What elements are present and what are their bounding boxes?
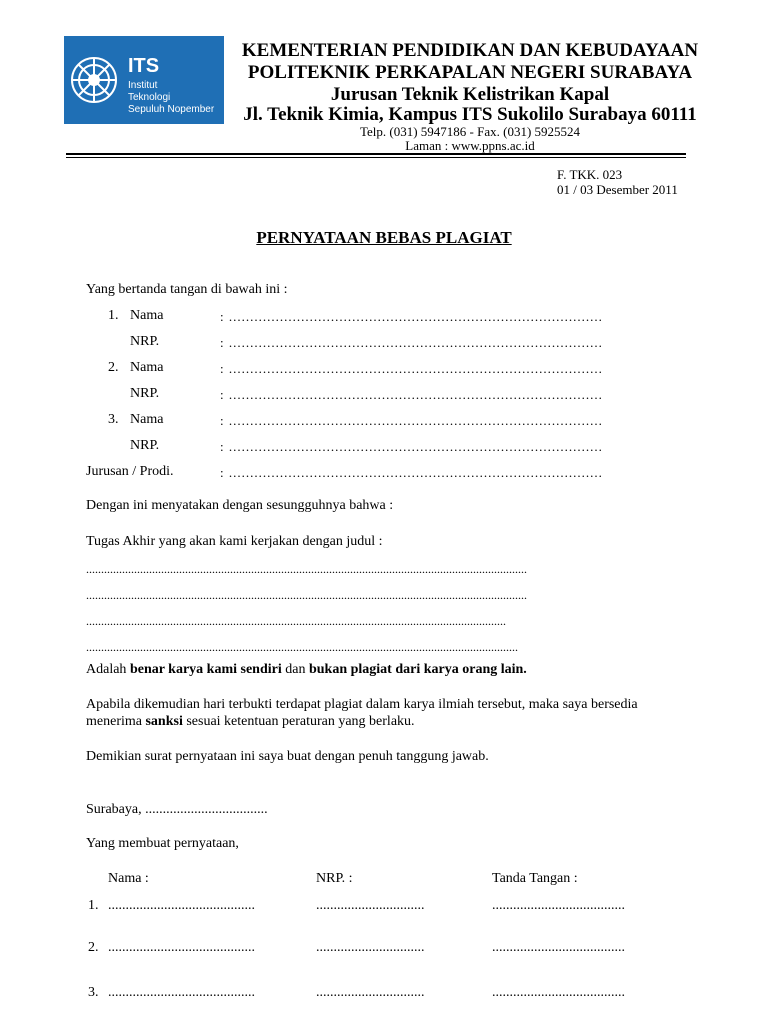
member-1-number: 1. (108, 308, 119, 323)
closing-text: Demikian surat pernyataan ini saya buat dengan penuh tanggung jawab. (86, 749, 489, 764)
member-3-nrp-field[interactable]: : ........................................................................................ (220, 439, 603, 454)
logo-line-3: Sepuluh Nopember (128, 104, 215, 115)
row-2-number: 2. (88, 940, 99, 955)
header-name: Nama : (108, 871, 149, 886)
polytechnic-name: POLITEKNIK PERKAPALAN NEGERI SURABAYA (247, 62, 693, 83)
made-by-label: Yang membuat pernyataan, (86, 836, 239, 851)
member-2-nrp-label: NRP. (130, 386, 160, 401)
prodi-field[interactable]: : ........................................................................................ (220, 465, 603, 480)
logo-line-2: Teknologi (128, 92, 171, 103)
declaration-bold-2: bukan plagiat dari karya orang lain. (308, 662, 527, 677)
member-1-name-label: Nama (130, 308, 164, 323)
member-2-number: 2. (108, 360, 119, 375)
member-3-name-field[interactable]: : ........................................................................................ (220, 413, 603, 428)
sanction-suffix: sesuai ketentuan peraturan yang berlaku. (182, 714, 415, 729)
thesis-title-line-1[interactable]: ................................................................................................................................................... (86, 562, 527, 576)
thesis-title-line-2[interactable]: ................................................................................................................................................... (86, 588, 527, 602)
logo-its-text: ITS (128, 55, 160, 77)
row-3-nrp[interactable]: ............................... (316, 985, 425, 1000)
its-logo (64, 36, 224, 124)
website: Laman : www.ppns.ac.id (405, 138, 535, 153)
document-title: PERNYATAAN BEBAS PLAGIAT (256, 228, 512, 247)
row-3-number: 3. (88, 985, 99, 1000)
member-1-nrp-label: NRP. (130, 334, 160, 349)
member-1-nrp-field[interactable]: : ........................................................................................ (220, 335, 603, 350)
declaration-middle: dan (281, 662, 309, 677)
form-code: F. TKK. 023 (557, 167, 623, 182)
sanction-bold: sanksi (145, 714, 183, 729)
sanction-line-2 (86, 714, 415, 730)
declaration-text (86, 662, 527, 678)
row-1-nrp[interactable]: ............................... (316, 898, 425, 913)
logo-line-1: Institut (128, 80, 158, 91)
member-1-name-field[interactable]: : ........................................................................................ (220, 309, 603, 324)
row-3-name[interactable]: .......................................... (108, 985, 255, 1000)
thesis-intro: Tugas Akhir yang akan kami kerjakan dengan judul : (86, 534, 383, 549)
institution-address: Jl. Teknik Kimia, Kampus ITS Sukolilo Surabaya 60111 (243, 104, 697, 125)
header-signature: Tanda Tangan : (492, 871, 578, 886)
member-2-name-field[interactable]: : ........................................................................................ (220, 361, 603, 376)
header-divider-thin (66, 157, 686, 158)
prodi-label: Jurusan / Prodi. (86, 464, 174, 479)
row-1-name[interactable]: .......................................... (108, 898, 255, 913)
declaration-bold-1: benar karya kami sendiri (129, 662, 282, 677)
ministry-name: KEMENTERIAN PENDIDIKAN DAN KEBUDAYAAN (241, 40, 699, 61)
member-2-nrp-field[interactable]: : ........................................................................................ (220, 387, 603, 402)
emblem-icon (72, 58, 116, 102)
sanction-prefix: menerima (86, 714, 146, 729)
member-2-name-label: Nama (130, 360, 164, 375)
row-2-nrp[interactable]: ............................... (316, 940, 425, 955)
row-2-signature[interactable]: ...................................... (492, 940, 625, 955)
member-3-name-label: Nama (130, 412, 164, 427)
form-date: 01 / 03 Desember 2011 (557, 182, 678, 197)
header-nrp: NRP. : (316, 871, 353, 886)
row-3-signature[interactable]: ...................................... (492, 985, 625, 1000)
contact-phone: Telp. (031) 5947186 - Fax. (031) 5925524 (359, 124, 581, 139)
sanction-line-1: Apabila dikemudian hari terbukti terdapat plagiat dalam karya ilmiah tersebut, maka saya bersedia (86, 697, 638, 712)
thesis-title-line-4[interactable]: ................................................................................................................................................ (86, 640, 518, 654)
member-3-number: 3. (108, 412, 119, 427)
row-1-signature[interactable]: ...................................... (492, 898, 625, 913)
declaration-prefix: Adalah (86, 662, 130, 677)
header-divider-thick (66, 153, 686, 155)
thesis-title-line-3[interactable]: ............................................................................................................................................ (86, 614, 506, 628)
intro-text: Yang bertanda tangan di bawah ini : (86, 282, 288, 297)
member-3-nrp-label: NRP. (130, 438, 160, 453)
place-date[interactable]: Surabaya, ................................... (86, 802, 268, 817)
row-1-number: 1. (88, 898, 99, 913)
row-2-name[interactable]: .......................................... (108, 940, 255, 955)
department-name: Jurusan Teknik Kelistrikan Kapal (330, 84, 610, 105)
statement-intro: Dengan ini menyatakan dengan sesungguhnya bahwa : (86, 498, 394, 513)
